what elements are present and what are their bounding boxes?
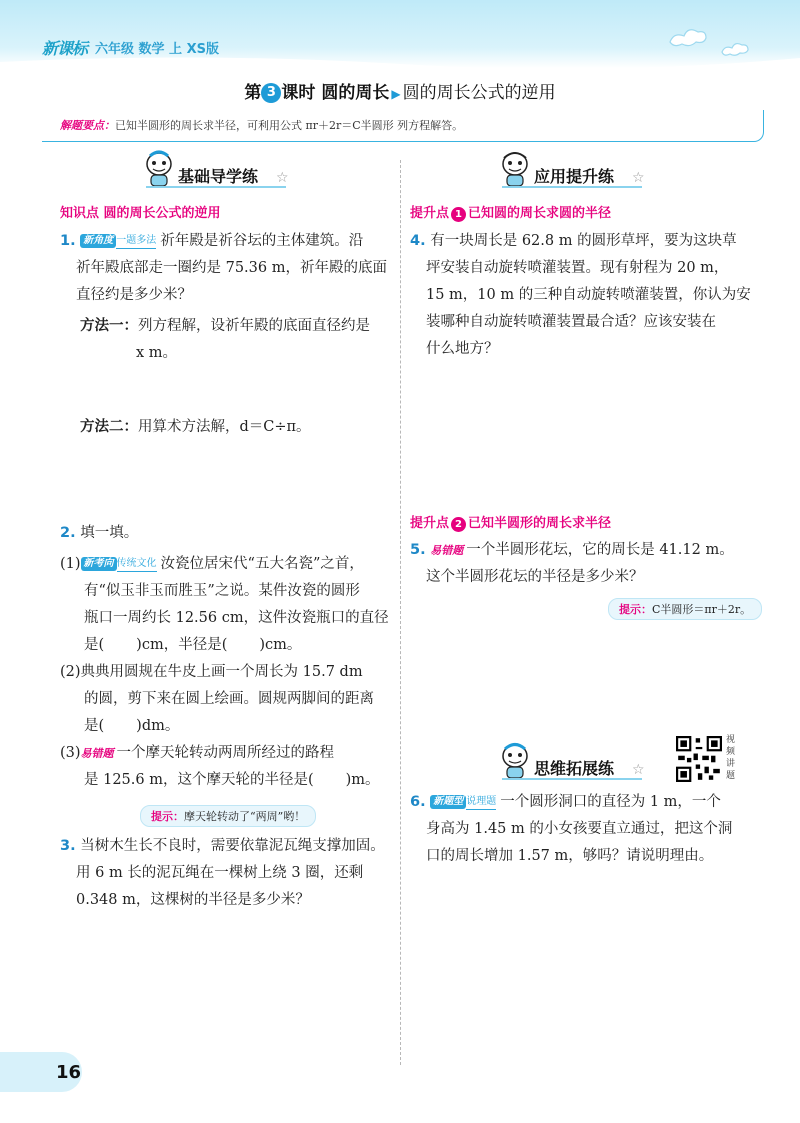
brand-logo: 新课标 (42, 39, 88, 58)
page-number: 16 (56, 1062, 82, 1083)
star-icon: ☆ (632, 170, 645, 186)
tag-new-type: 新题型 (430, 795, 466, 809)
tag-reasoning: 说理题 (466, 795, 496, 810)
lesson-number-badge: 3 (261, 83, 281, 103)
tag-culture: 传统文化 (117, 557, 157, 572)
column-divider (400, 160, 401, 1065)
mascot-icon (498, 150, 532, 188)
hint-2-3: 提示：摩天轮转动了“两周”哟！ (140, 805, 316, 827)
lesson-title: 第 3 课时 圆的周长 ▶ 圆的周长公式的逆用 (244, 83, 556, 103)
question-2: 2. 填一填。 (1) 新考向 传统文化 汝瓷位居宋代“五大名瓷”之首， 有“似玉非玉而胜玉”之说。某件汝瓷的圆形 瓶口一周约长 12.56 cm，这件汝瓷瓶口的直径 是( )cm，半径是( )cm。 (2)典典用圆规在牛皮上画一个周长为 15.7 dm 的圆，剪下来在圆上绘画。圆规两脚间的距离 是( )dm。 (3)易错题 一个摩天轮转动两周所经过的路程 是 125.6 m，这个摩天轮的半径是( )m。 (60, 525, 389, 788)
question-5: 5. 易错题 一个半圆形花坛，它的周长是 41.12 m。 这个半圆形花坛的半径是多少米？ (410, 542, 734, 585)
cloud-icon (660, 12, 760, 60)
question-1-method-2: 方法二：用算术方法解，d＝C÷π。 (80, 419, 311, 435)
triangle-icon: ▶ (391, 87, 401, 101)
tip-text: 已知半圆形的周长求半径，可利用公式 πr＋2r＝C半圆形 列方程解答。 (115, 119, 464, 132)
lesson-main-title: 圆的周长 (321, 83, 390, 103)
star-icon: ☆ (632, 762, 645, 778)
question-3: 3. 当树木生长不良时，需要依靠泥瓦绳支撑加固。 用 6 m 长的泥瓦绳在一棵树上绕 3 圈，还剩 0.348 m，这棵树的半径是多少米？ (60, 838, 385, 908)
question-1: 1. 新角度 一题多法 祈年殿是祈谷坛的主体建筑。沿 祈年殿底部走一圈约是 75.36 m，祈年殿的底面 直径约是多少米？ 方法一：列方程解，设祈年殿的底面直径约是 x m。 (60, 233, 387, 361)
tag-new-direction: 新考向 (81, 557, 117, 571)
page-number-tab (0, 1052, 82, 1092)
qr-code-icon[interactable] (676, 736, 722, 782)
tag-multi-method: 一题多法 (116, 234, 156, 249)
section-basic: 基础导学练 ☆ (142, 160, 302, 190)
boost-point-1: 提升点 1 已知圆的周长求圆的半径 (410, 206, 612, 221)
hint-5: 提示：C半圆形＝πr＋2r。 (608, 598, 762, 620)
question-6: 6. 新题型 说理题 一个圆形洞口的直径为 1 m，一个 身高为 1.45 m 的小女孩要直立通过，把这个洞 口的周长增加 1.57 m，够吗？请说明理由。 (410, 794, 733, 864)
section-extension: 思维拓展练 ☆ (498, 752, 658, 782)
mascot-icon (498, 742, 532, 780)
star-icon: ☆ (276, 170, 289, 186)
knowledge-point: 知识点 圆的周长公式的逆用 (60, 206, 221, 221)
boost-point-2: 提升点 2 已知半圆形的周长求半径 (410, 516, 612, 531)
lesson-subtitle: 圆的周长公式的逆用 (402, 83, 556, 103)
qr-label: 视频讲题 (726, 735, 736, 781)
tip-line (60, 117, 760, 133)
mascot-icon (142, 150, 176, 188)
question-4: 4. 有一块周长是 62.8 m 的圆形草坪，要为这块草 坪安装自动旋转喷灌装置。现有射程为 20 m， 15 m，10 m 的三种自动旋转喷灌装置，你认为安 装哪种自动旋转喷灌装置最合适？应该安装在 什么地方？ (410, 233, 751, 357)
tip-label: 解题要点： (60, 119, 115, 132)
section-applied: 应用提升练 ☆ (498, 160, 658, 190)
grade-label: 六年级 数学 上 XS版 (95, 42, 219, 57)
tag-error-prone: 易错题 (430, 544, 464, 557)
tag-error-prone: 易错题 (80, 747, 114, 760)
tag-new-angle: 新角度 (80, 234, 116, 248)
